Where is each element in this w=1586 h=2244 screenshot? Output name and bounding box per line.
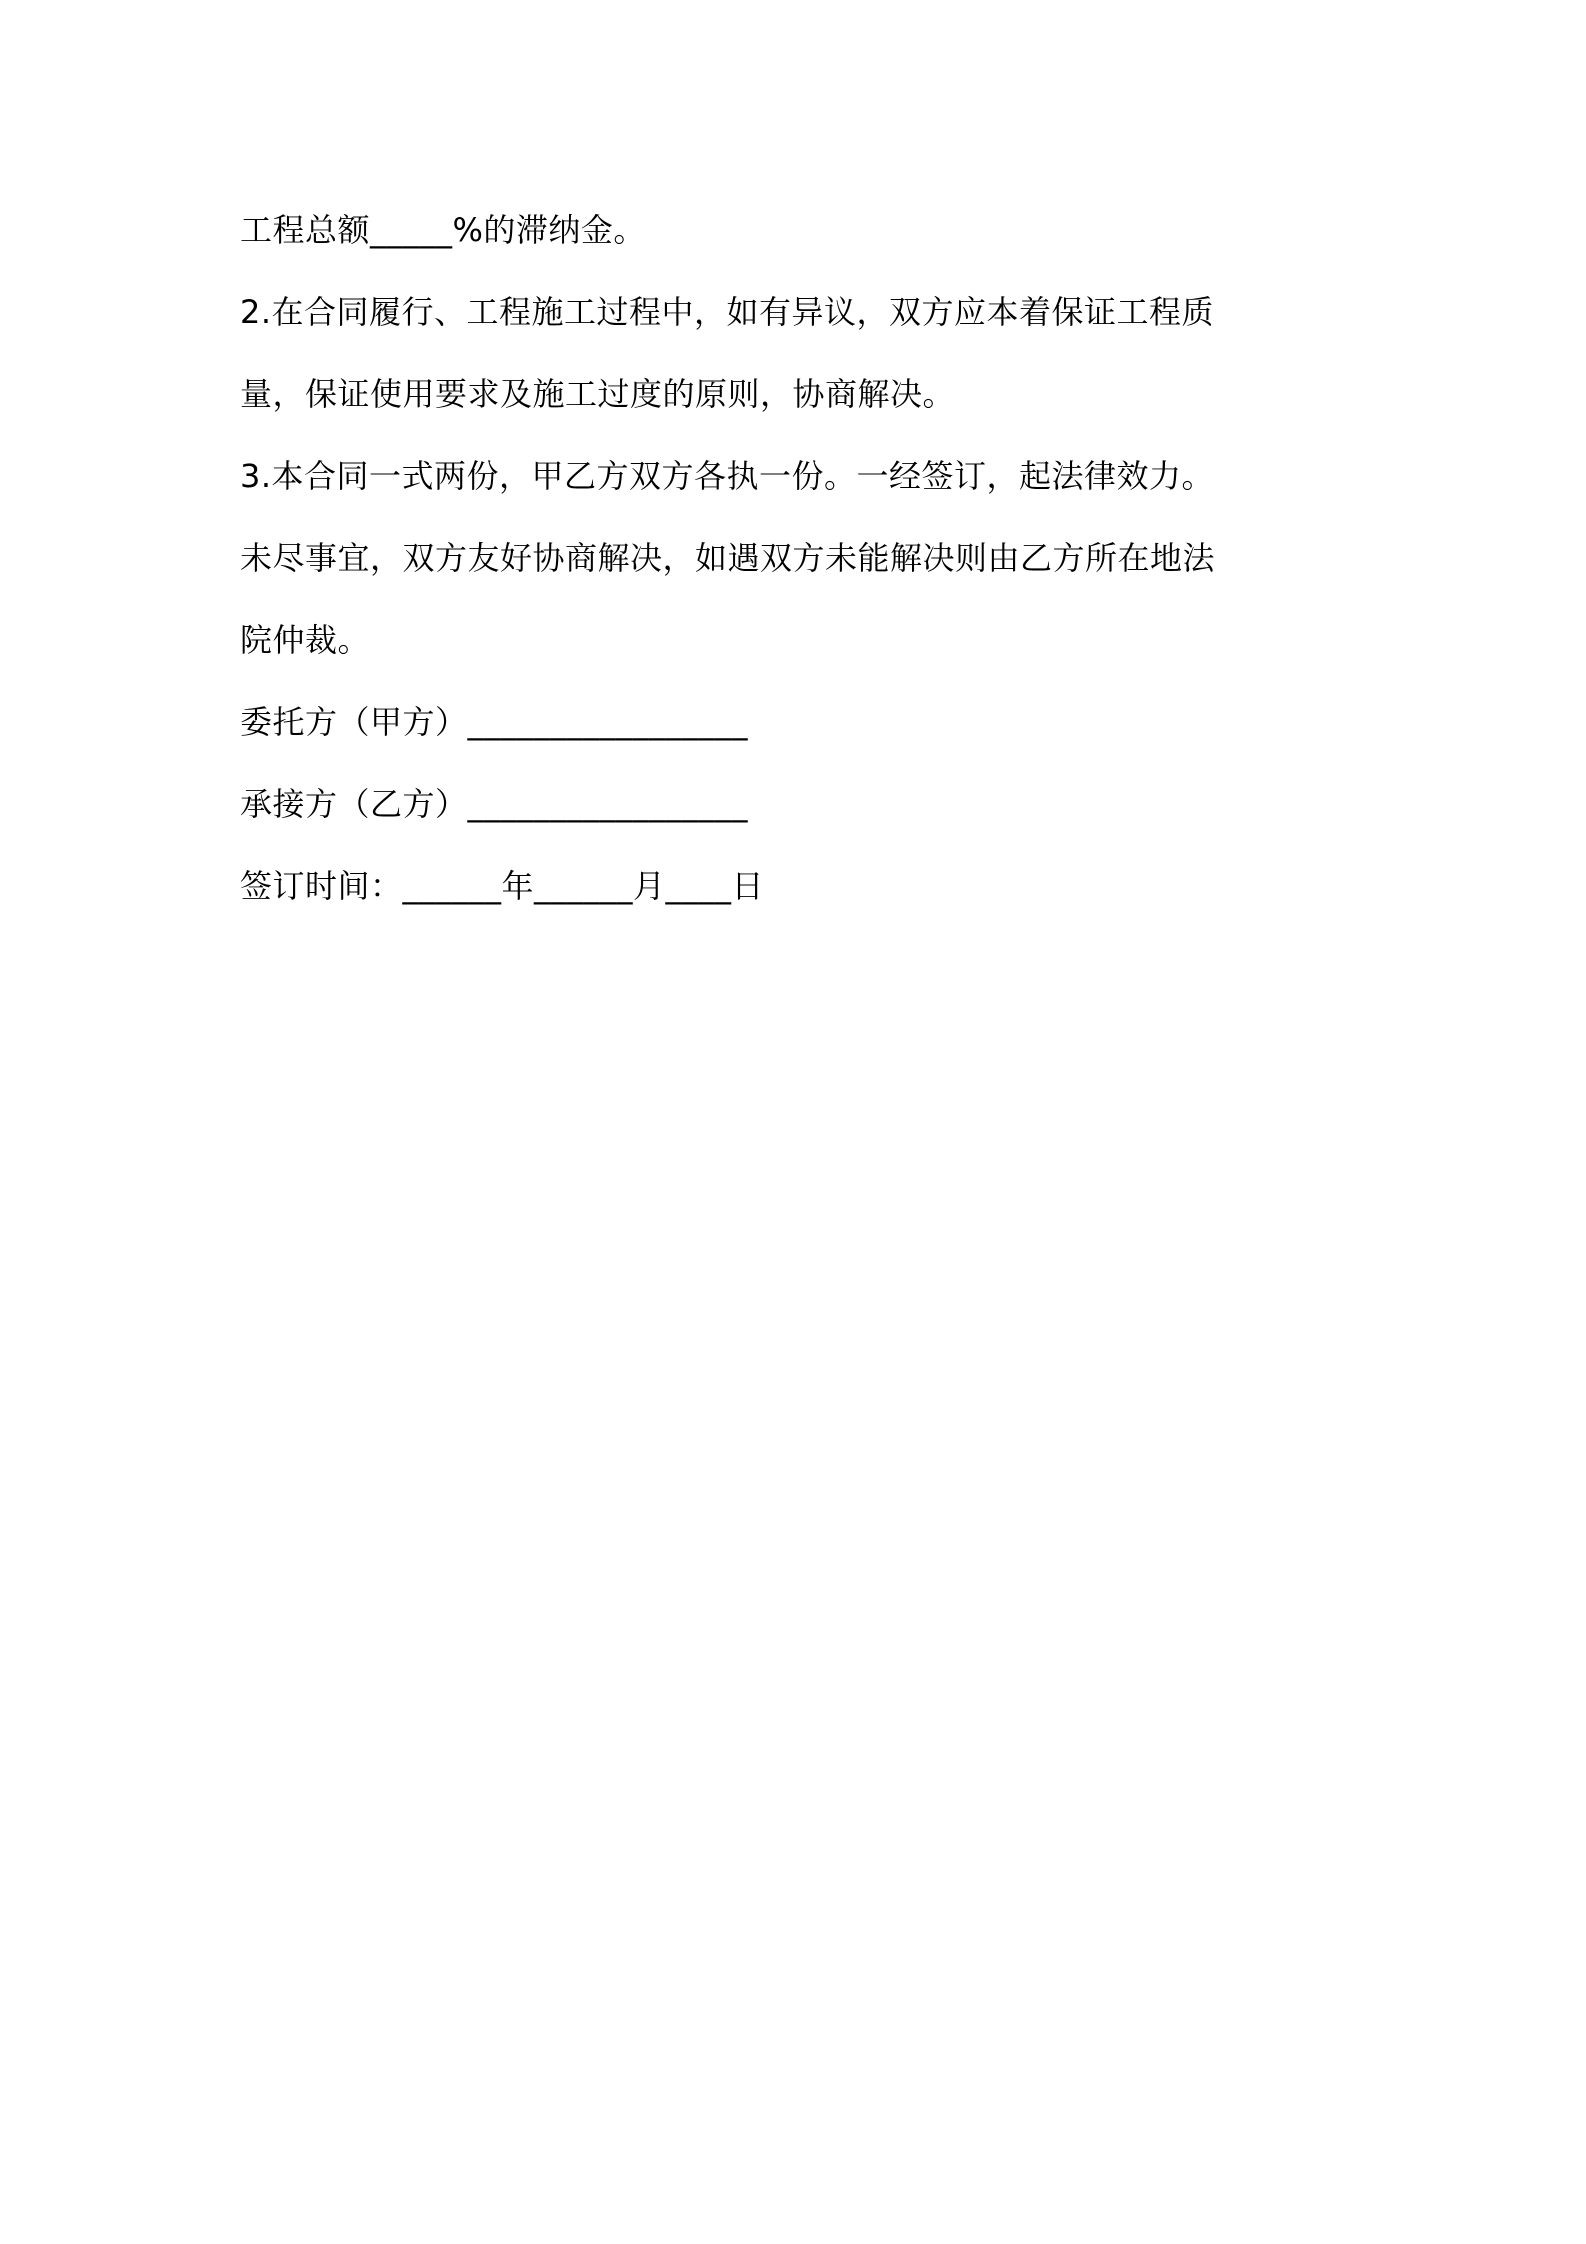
party-b-signature-line: 承接方（乙方）_________________ — [240, 785, 749, 823]
signing-date-line: 签订时间：______年______月____日 — [240, 867, 765, 905]
penalty-clause-line: 工程总额_____%的滞纳金。 — [240, 211, 646, 249]
clause-2-line-1: 2.在合同履行、工程施工过程中，如有异议，双方应本着保证工程质 — [240, 293, 1215, 331]
clause-3-line-3: 院仲裁。 — [240, 621, 371, 659]
clause-3-line-1: 3.本合同一式两份，甲乙方双方各执一份。一经签订，起法律效力。 — [240, 457, 1215, 495]
clause-2-line-2: 量，保证使用要求及施工过度的原则，协商解决。 — [240, 375, 956, 413]
party-a-signature-line: 委托方（甲方）_________________ — [240, 703, 749, 741]
clause-3-line-2: 未尽事宜，双方友好协商解决，如遇双方未能解决则由乙方所在地法 — [240, 539, 1216, 577]
